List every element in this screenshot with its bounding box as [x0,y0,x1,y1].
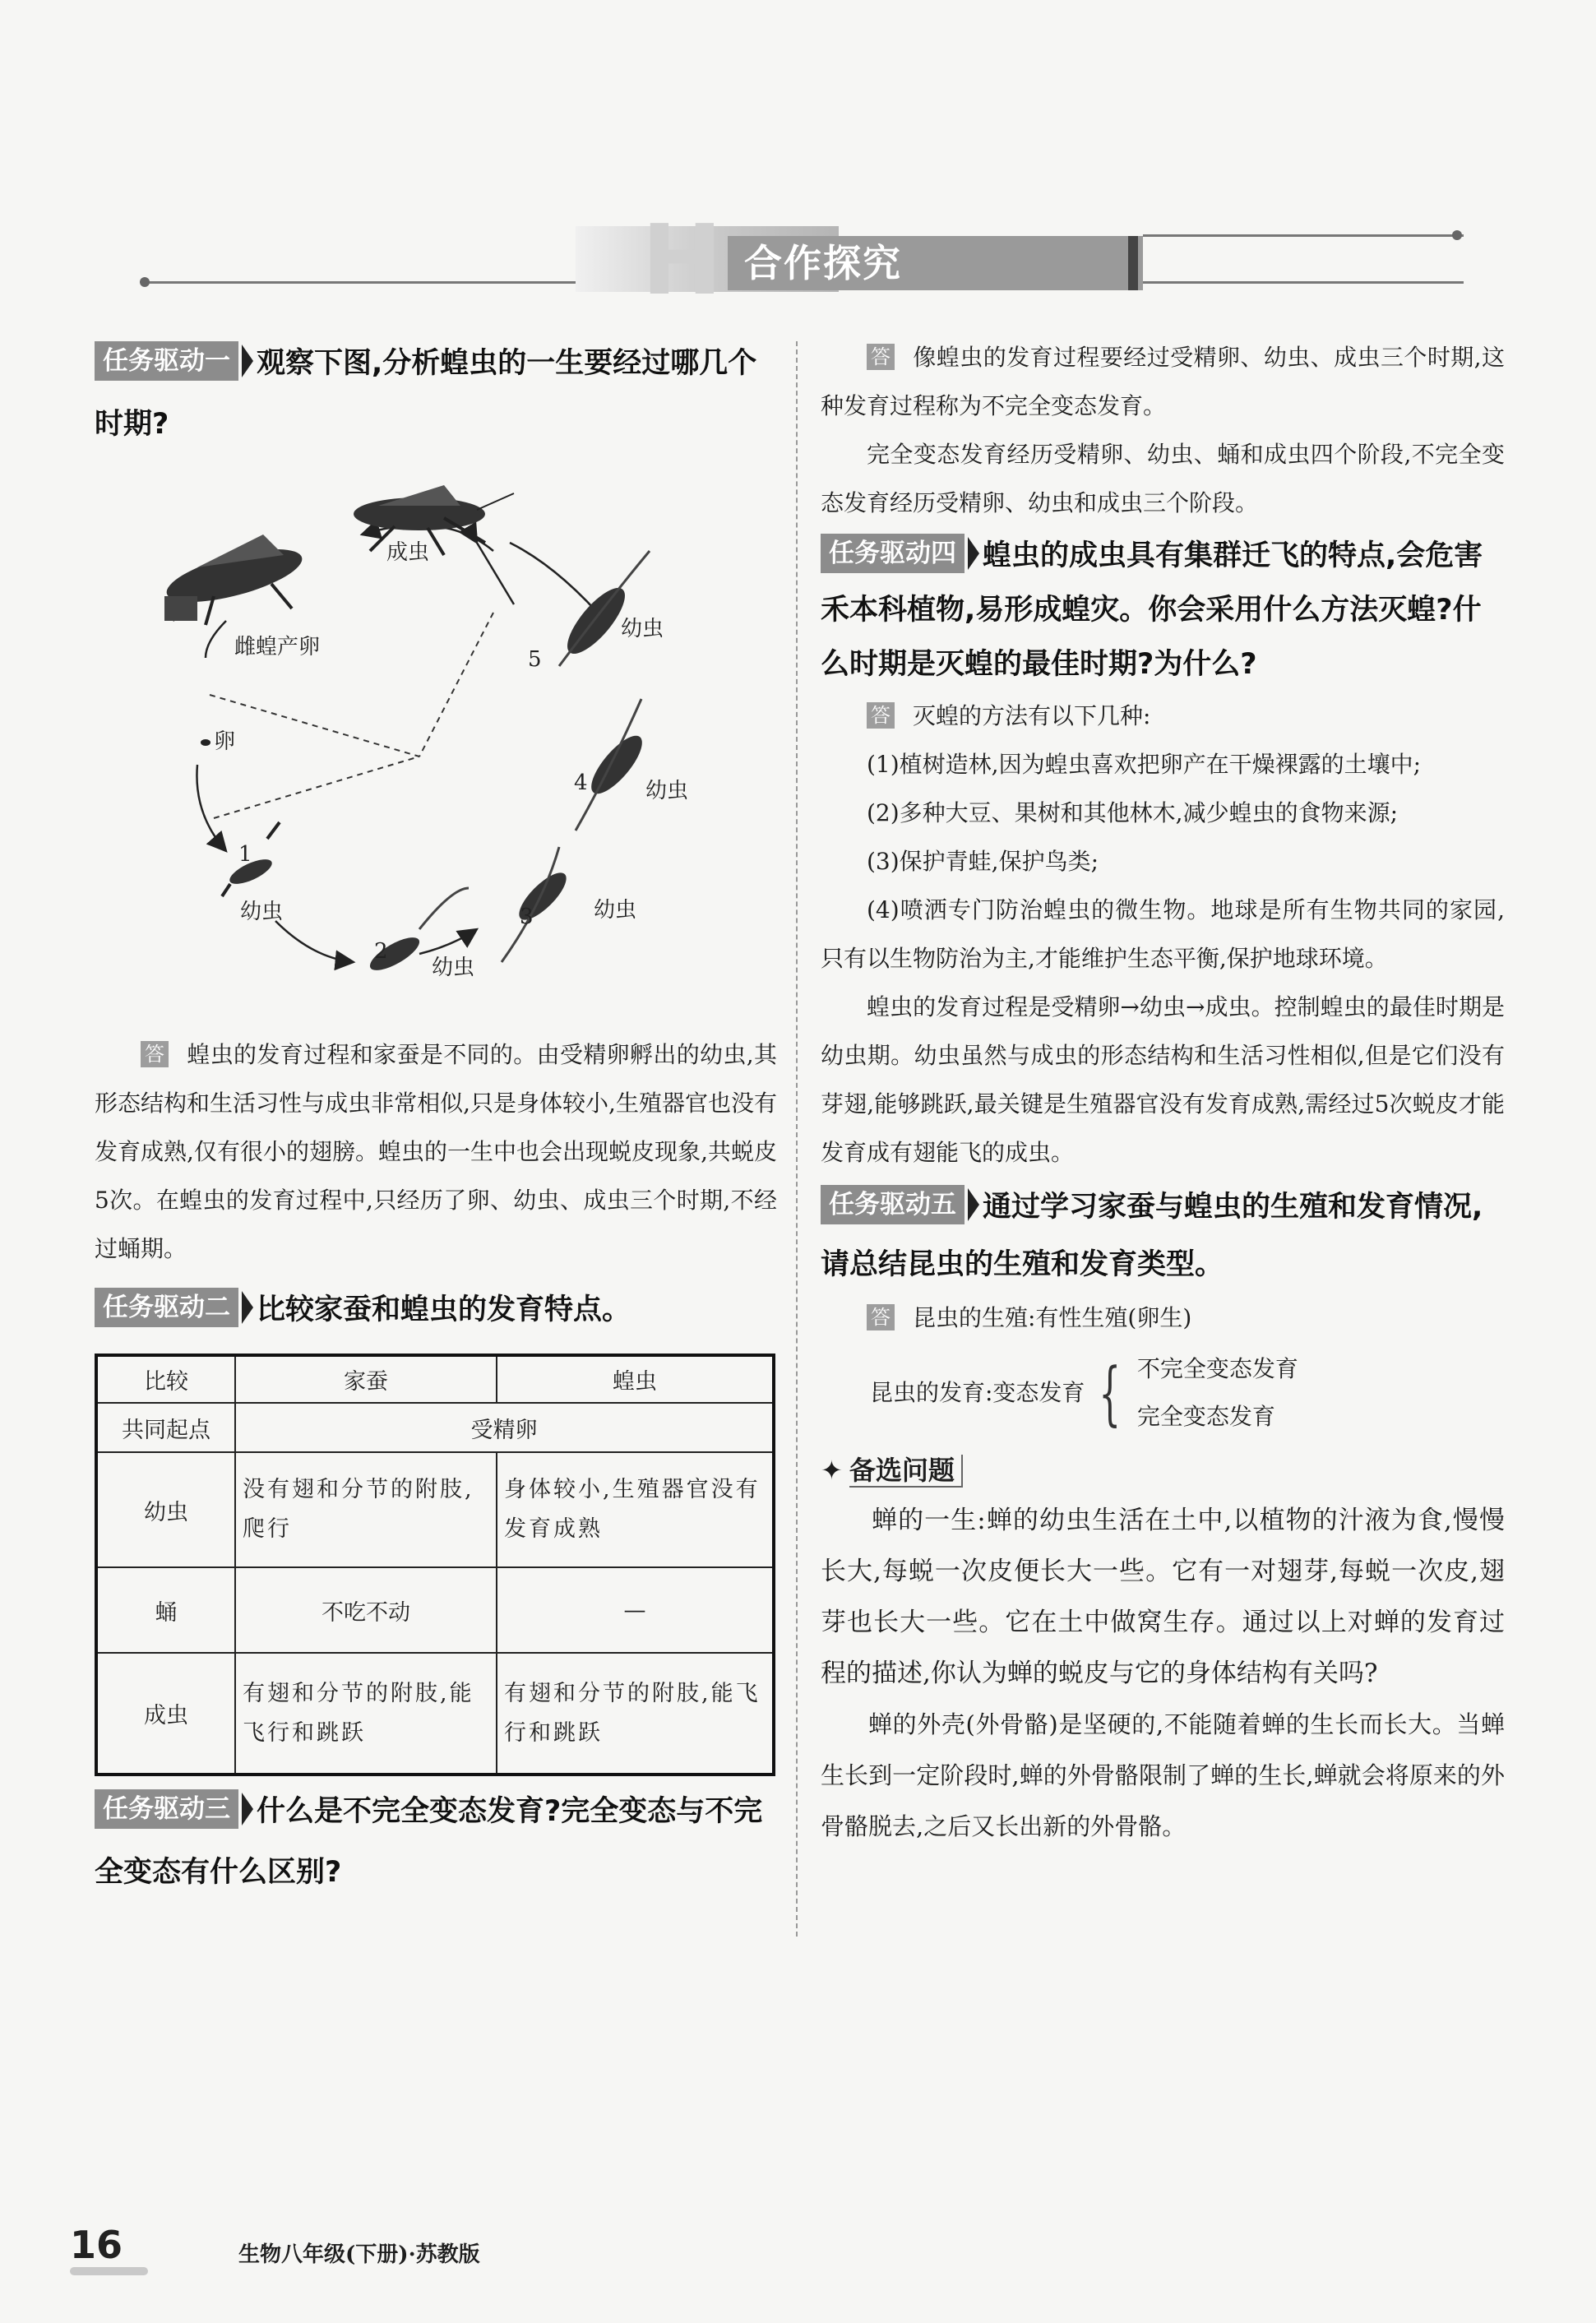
life-cycle-svg [148,460,740,1020]
dashed-line [214,757,419,818]
task-question: 比较家蚕和蝗虫的发育特点。 [257,1293,631,1326]
development-label: 昆虫的发育:变态发育 [870,1379,1085,1406]
section-title-edge [1128,236,1138,290]
task-2 [95,1280,777,1340]
label-nymph: 幼虫 [432,956,475,980]
task-4 [821,529,1505,692]
task-question: 什么是不完全变态发育?完全变态与不完全变态有什么区别? [95,1795,763,1889]
table-cell: 受精卵 [235,1403,774,1452]
table-row [96,1567,774,1653]
table-cell: 不吃不动 [235,1567,497,1653]
table-cell: 身体较小,生殖器官没有发育成熟 [497,1452,774,1567]
dashed-line [210,695,419,757]
table-row [96,1355,774,1403]
label-egg: 卵 [214,729,236,754]
method-1: (1)植树造林,因为蝗虫喜欢把卵产在干燥裸露的土壤中; [867,751,1421,778]
egg-icon [201,739,210,746]
stage-number: 5 [528,647,542,672]
table-row [96,1403,774,1452]
task-1 [95,333,777,455]
stage-number: 4 [574,770,588,795]
label-nymph: 幼虫 [240,900,284,924]
answer-text: 昆虫的生殖:有性生殖(卵生) [913,1304,1192,1331]
column-divider [796,341,798,1937]
answer-icon: 答 [867,702,895,729]
dev-option: 不完全变态发育 [1136,1355,1298,1382]
female-locust-laying-icon [162,534,308,625]
arrow [197,765,226,851]
answer-5 [821,1293,1505,1342]
label-female-laying: 雌蝗产卵 [234,635,321,659]
backup-question-title [821,1446,1505,1495]
adult-locust-icon [354,485,514,555]
dev-option: 完全变态发育 [1136,1403,1275,1430]
task-tag: 任务驱动三 [95,1789,238,1829]
locust-life-cycle-diagram [148,460,740,1020]
brace-icon: { [1099,1353,1122,1433]
method-2: (2)多种大豆、果树和其他林木,减少蝗虫的食物来源; [867,799,1398,826]
section-title: 合作探究 [744,241,902,285]
task-5 [821,1178,1505,1293]
star-icon: ✦ [821,1455,843,1486]
development-types [870,1345,1505,1441]
task-tag: 任务驱动一 [95,341,238,381]
backup-answer: 蝉的外壳(外骨骼)是坚硬的,不能随着蝉的生长而长大。当蝉生长到一定阶段时,蝉的外骨骼限制了蝉的生长,蝉就会将原来的外骨骼脱去,之后又长出新的外骨骼。 [821,1710,1505,1840]
stage-number: 2 [374,939,388,964]
development-options [1137,1345,1298,1441]
method-3: (3)保护青蛙,保护鸟类; [867,848,1099,875]
task-question: 蝗虫的成虫具有集群迁飞的特点,会危害禾本科植物,易形成蝗灾。你会采用什么方法灭蝗?什么时期是灭蝗的最佳时期?为什么? [821,539,1483,681]
table-header: 家蚕 [235,1355,497,1403]
nymph-5-icon [558,551,650,666]
arrow [275,921,354,962]
label-nymph: 幼虫 [594,898,637,923]
answer-3 [821,333,1505,430]
label-nymph: 幼虫 [645,779,689,803]
answer-4 [821,692,1505,740]
nymph-3-icon [502,847,573,962]
table-cell: — [497,1567,774,1653]
right-column [821,333,1505,1852]
answer-text: 像蝗虫的发育过程要经过受精卵、幼虫、成虫三个时期,这种发育过程称为不完全变态发育。 [821,344,1505,419]
backup-title-text: 备选问题 [849,1455,963,1488]
table-cell: 蛹 [96,1567,235,1653]
task-tag: 任务驱动四 [821,534,965,573]
answer-4-summary: 蝗虫的发育过程是受精卵→幼虫→成虫。控制蝗虫的最佳时期是幼虫期。幼虫虽然与成虫的形态结构和生活习性相似,但是它们没有芽翅,能够跳跃,最关键是生殖器官没有发育成熟,需经过5次蜕皮才能发育成有翅能飞的成虫。 [821,993,1505,1166]
dashed-line [419,613,493,757]
arrow [477,543,514,604]
task-question: 通过学习家蚕与蝗虫的生殖和发育情况,请总结昆虫的生殖和发育类型。 [821,1191,1483,1281]
book-title: 生物八年级(下册)·苏教版 [238,2242,480,2267]
comparison-table [95,1354,775,1776]
answer-icon: 答 [867,344,895,370]
task-3 [95,1781,777,1903]
table-cell: 共同起点 [96,1403,235,1452]
table-row [96,1653,774,1775]
answer-text: 蝗虫的发育过程和家蚕是不同的。由受精卵孵出的幼虫,其形态结构和生活习性与成虫非常相似,只是身体较小,生殖器官也没有发育成熟,仅有很小的翅膀。蝗虫的一生中也会出现蜕皮现象,共蜕皮5次。在蝗虫的发育过程中,只经历了卵、幼虫、成虫三个时期,不经过蛹期。 [95,1041,777,1262]
header-rule-top [1143,234,1464,237]
table-cell: 没有翅和分节的附肢,爬行 [235,1452,497,1567]
stage-number: 1 [238,842,252,867]
answer-icon: 答 [867,1304,895,1330]
section-header [132,203,1464,317]
page-number: 16 [70,2223,123,2267]
table-cell: 有翅和分节的附肢,能飞行和跳跃 [497,1653,774,1775]
arrow [206,621,226,658]
backup-question: 蝉的一生:蝉的幼虫生活在土中,以植物的汁液为食,慢慢长大,每蜕一次皮便长大一些。它有一对翅芽,每蜕一次皮,翅芽也长大一些。它在土中做窝生存。通过以上对蝉的发育过程的描述,你认为蝉的蜕皮与它的身体结构有关吗? [821,1506,1505,1688]
nymph-4-icon [576,699,650,831]
arrow [419,929,477,954]
task-tag: 任务驱动二 [95,1288,238,1327]
table-row [96,1452,774,1567]
table-cell: 幼虫 [96,1452,235,1567]
answer-icon: 答 [141,1041,169,1067]
table-header: 蝗虫 [497,1355,774,1403]
label-nymph: 幼虫 [621,617,664,641]
answer-1 [95,1030,777,1273]
table-cell: 成虫 [96,1653,235,1775]
rule-dot [140,277,150,287]
table-header: 比较 [96,1355,235,1403]
rule-dot [1452,230,1462,240]
method-4: (4)喷洒专门防治蝗虫的微生物。地球是所有生物共同的家园,只有以生物防治为主,才能维护生态平衡,保护地球环境。 [821,896,1505,972]
stage-number: 3 [520,905,534,929]
task-question: 观察下图,分析蝗虫的一生要经过哪几个时期? [95,347,757,441]
page-footer [70,2223,480,2267]
section-letter: H [641,203,723,317]
page-number-underline [70,2267,148,2275]
task-tag: 任务驱动五 [821,1185,965,1224]
table-cell: 有翅和分节的附肢,能飞行和跳跃 [235,1653,497,1775]
answer-text: 灭蝗的方法有以下几种: [913,702,1151,729]
label-adult: 成虫 [386,540,430,565]
answer-3-p2: 完全变态发育经历受精卵、幼虫、蛹和成虫四个阶段,不完全变态发育经历受精卵、幼虫和成虫三个阶段。 [821,441,1505,516]
